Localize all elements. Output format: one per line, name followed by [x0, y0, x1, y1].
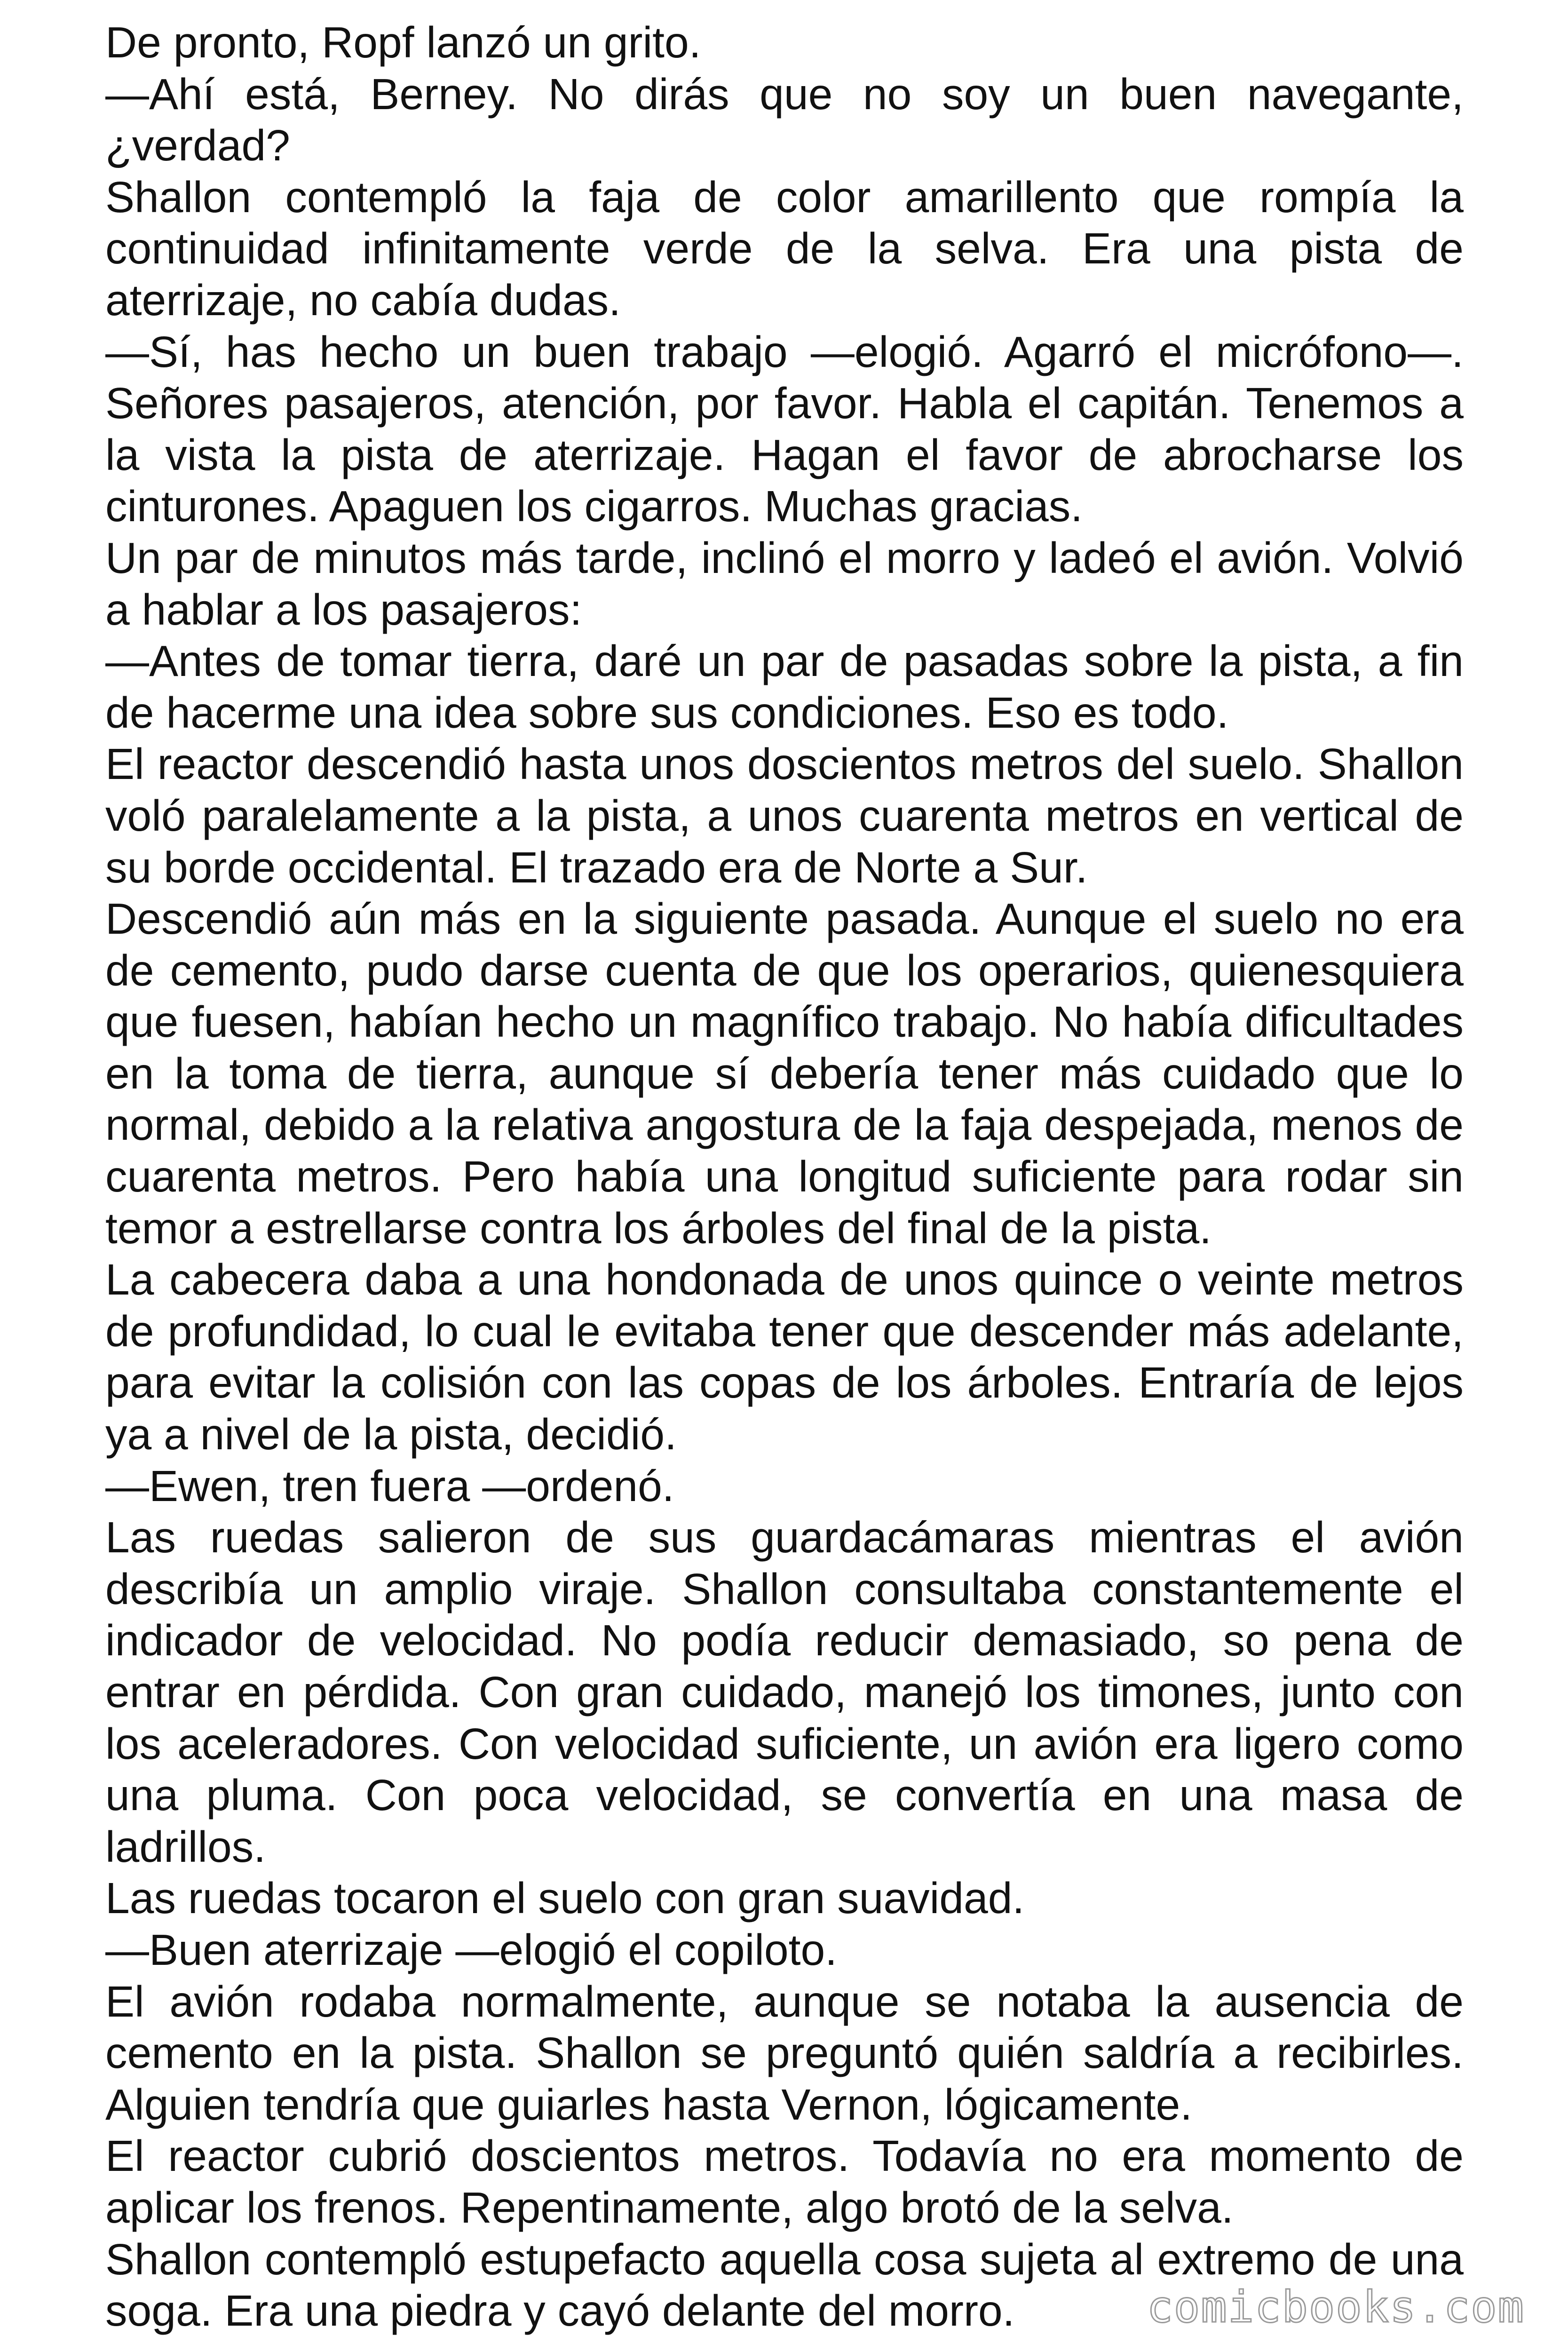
- page-text: [105, 17, 1464, 2337]
- paragraph: Descendió aún más en la siguiente pasada. Aunque el suelo no era de cemento, pudo darse cuenta de que los operarios, quienesquiera que fuesen, habían hecho un magnífico trabajo. No había dificultades en la toma de tierra, aunque sí debería tener más cuidado que lo normal, debido a la relativa angostura de la faja despejada, menos de cuarenta metros. Pero había una longitud suficiente para rodar sin temor a estrellarse contra los árboles del final de la pista.: [105, 894, 1464, 1253]
- paragraph: El reactor descendió hasta unos doscientos metros del suelo. Shallon voló paralelamente a la pista, a unos cuarenta metros en vertical de su borde occidental. El trazado era de Norte a Sur.: [105, 739, 1464, 892]
- paragraph: —Sí, has hecho un buen trabajo —elogió. Agarró el micrófono—. Señores pasajeros, atención, por favor. Habla el capitán. Tenemos a la vista la pista de aterrizaje. Hagan el favor de abrocharse los cinturones. Apaguen los cigarros. Muchas gracias.: [105, 327, 1464, 531]
- paragraph: Shallon contempló la faja de color amarillento que rompía la continuidad infinitamente verde de la selva. Era una pista de aterrizaje, no cabía dudas.: [105, 172, 1464, 325]
- paragraph: —Antes de tomar tierra, daré un par de pasadas sobre la pista, a fin de hacerme una idea sobre sus condiciones. Eso es todo.: [105, 636, 1464, 737]
- paragraph: Un par de minutos más tarde, inclinó el morro y ladeó el avión. Volvió a hablar a los pasajeros:: [105, 533, 1464, 634]
- paragraph: El reactor cubrió doscientos metros. Todavía no era momento de aplicar los frenos. Repentinamente, algo brotó de la selva.: [105, 2131, 1464, 2232]
- paragraph: Las ruedas salieron de sus guardacámaras mientras el avión describía un amplio viraje. Shallon consultaba constantemente el indicador de velocidad. No podía reducir demasiado, so pena de entrar en pérdida. Con gran cuidado, manejó los timones, junto con los aceleradores. Con velocidad suficiente, un avión era ligero como una pluma. Con poca velocidad, se convertía en una masa de ladrillos.: [105, 1513, 1464, 1871]
- paragraph: —Ewen, tren fuera —ordenó.: [105, 1461, 674, 1510]
- paragraph: De pronto, Ropf lanzó un grito.: [105, 18, 701, 67]
- paragraph: Las ruedas tocaron el suelo con gran suavidad.: [105, 1874, 1025, 1923]
- paragraph: La cabecera daba a una hondonada de unos quince o veinte metros de profundidad, lo cual le evitaba tener que descender más adelante, para evitar la colisión con las copas de los árboles. Entraría de lejos ya a nivel de la pista, decidió.: [105, 1255, 1464, 1459]
- paragraph: El avión rodaba normalmente, aunque se notaba la ausencia de cemento en la pista. Shallon se preguntó quién saldría a recibirles. Alguien tendría que guiarles hasta Vernon, lógicamente.: [105, 1977, 1464, 2129]
- watermark: comicbooks.com: [1147, 2282, 1525, 2332]
- paragraph: —Ahí está, Berney. No dirás que no soy un buen navegante, ¿verdad?: [105, 69, 1464, 170]
- paragraph: Shallon contempló estupefacto aquella cosa sujeta al extremo de una soga. Era una piedra y cayó delante del morro.: [105, 2234, 1464, 2336]
- paragraph: —Buen aterrizaje —elogió el copiloto.: [105, 1925, 838, 1974]
